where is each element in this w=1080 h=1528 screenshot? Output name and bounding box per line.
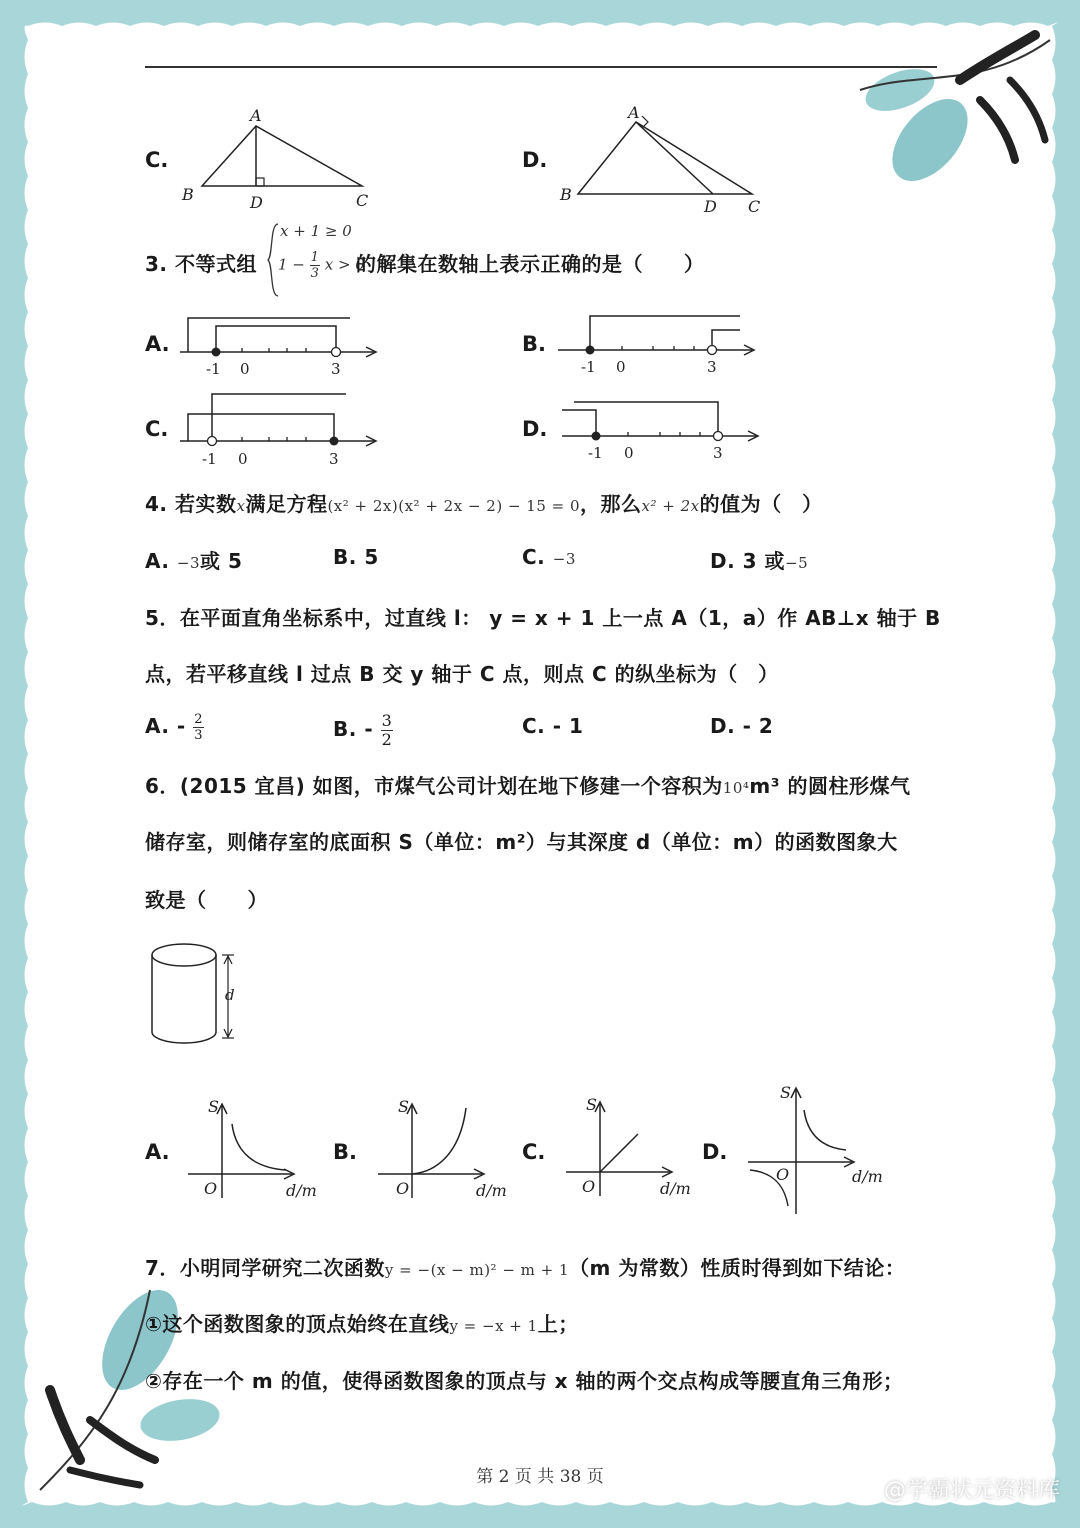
svg-text:d/m: d/m bbox=[476, 1181, 507, 1200]
svg-text:O: O bbox=[776, 1165, 790, 1184]
q3-option-b-numberline bbox=[556, 306, 766, 380]
q6-option-a-label: A. bbox=[145, 1140, 170, 1164]
svg-text:0: 0 bbox=[616, 358, 626, 376]
vertex-d: D bbox=[250, 193, 263, 212]
q3-inequality-2: 1 − $\frac{1}{3}$ x > 0 bbox=[278, 250, 365, 281]
q6-option-d-label: D. bbox=[702, 1140, 728, 1164]
q4-option-c: C. −3 bbox=[522, 545, 576, 569]
q6-cylinder-figure bbox=[148, 940, 248, 1050]
q6-line-2: 储存室，则储存室的底面积 S（单位：m²）与其深度 d（单位：m）的函数图象大 bbox=[145, 830, 898, 854]
q3-inequality-1: x + 1 ≥ 0 bbox=[280, 222, 352, 240]
svg-text:d/m: d/m bbox=[660, 1179, 691, 1198]
q3-option-a-label: A. bbox=[145, 332, 170, 356]
svg-text:0: 0 bbox=[624, 444, 634, 462]
svg-text:-1: -1 bbox=[202, 450, 217, 468]
q3-option-c-label: C. bbox=[145, 417, 169, 441]
svg-text:d/m: d/m bbox=[286, 1181, 317, 1200]
svg-text:S: S bbox=[208, 1097, 219, 1116]
svg-text:3: 3 bbox=[707, 358, 717, 376]
svg-text:O: O bbox=[396, 1179, 410, 1198]
vertex-d: D bbox=[704, 197, 717, 216]
q3-option-d-numberline bbox=[560, 396, 770, 466]
vertex-c: C bbox=[748, 197, 761, 216]
q5-option-c: C. - 1 bbox=[522, 714, 584, 738]
q4-option-b: B. 5 bbox=[333, 545, 379, 569]
svg-text:3: 3 bbox=[329, 450, 339, 468]
svg-text:3: 3 bbox=[331, 360, 341, 378]
svg-text:-1: -1 bbox=[581, 358, 596, 376]
q3-stem: 3. 不等式组 bbox=[145, 252, 257, 276]
vertex-c: C bbox=[356, 191, 369, 210]
q5-line-1: 5．在平面直角坐标系中，过直线 l： y = x + 1 上一点 A（1，a）作 AB⊥x 轴于 B bbox=[145, 606, 941, 630]
svg-text:0: 0 bbox=[240, 360, 250, 378]
q5-option-a: A. - $\frac{2}{3}$ bbox=[145, 712, 203, 743]
q4-stem: 4. 若实数x满足方程(x² + 2x)(x² + 2x − 2) − 15 = 0，那么x² + 2x的值为（ ） bbox=[145, 492, 823, 516]
q2-option-d-triangle bbox=[558, 100, 778, 218]
q5-option-d: D. - 2 bbox=[710, 714, 774, 738]
svg-text:-1: -1 bbox=[206, 360, 221, 378]
vertex-b: B bbox=[560, 185, 572, 204]
vertex-b: B bbox=[182, 185, 194, 204]
svg-text:d: d bbox=[225, 986, 235, 1004]
svg-text:O: O bbox=[204, 1179, 218, 1198]
q3-option-a-numberline bbox=[178, 306, 388, 380]
q6-line-1: 6．(2015 宜昌) 如图，市煤气公司计划在地下修建一个容积为10⁴m³ 的圆柱形煤气 bbox=[145, 774, 911, 798]
vertex-a: A bbox=[250, 106, 262, 125]
q5-option-b: B. - $\frac{3}{2}$ bbox=[333, 711, 393, 749]
page-number: 第 2 页 共 38 页 bbox=[476, 1467, 604, 1487]
q6-option-d-graph bbox=[746, 1080, 896, 1216]
q6-option-b-label: B. bbox=[333, 1140, 357, 1164]
q6-option-c-graph bbox=[564, 1092, 704, 1202]
q4-option-d: D. 3 或−5 bbox=[710, 549, 809, 573]
q6-option-c-label: C. bbox=[522, 1140, 546, 1164]
vertex-a: A bbox=[628, 103, 640, 122]
svg-text:-1: -1 bbox=[588, 444, 603, 462]
q3-option-d-label: D. bbox=[522, 417, 548, 441]
svg-text:S: S bbox=[780, 1083, 791, 1102]
q7-stem: 7．小明同学研究二次函数y = −(x − m)² − m + 1（m 为常数）性质时得到如下结论： bbox=[145, 1256, 906, 1280]
q7-conclusion-2: ②存在一个 m 的值，使得函数图象的顶点与 x 轴的两个交点构成等腰直角三角形； bbox=[145, 1369, 904, 1393]
q2-option-c-triangle bbox=[178, 104, 378, 214]
svg-text:0: 0 bbox=[238, 450, 248, 468]
q2-option-d-label: D. bbox=[522, 148, 548, 172]
q7-conclusion-1: ①这个函数图象的顶点始终在直线y = −x + 1上； bbox=[145, 1312, 579, 1336]
svg-text:S: S bbox=[398, 1097, 409, 1116]
svg-text:O: O bbox=[582, 1177, 596, 1196]
q3-option-b-label: B. bbox=[522, 332, 546, 356]
svg-text:3: 3 bbox=[713, 444, 723, 462]
q5-line-2: 点，若平移直线 l 过点 B 交 y 轴于 C 点，则点 C 的纵坐标为（ ） bbox=[145, 662, 779, 686]
header-rule bbox=[145, 66, 937, 68]
q6-option-a-graph bbox=[186, 1094, 326, 1204]
q2-option-c-label: C. bbox=[145, 148, 169, 172]
q3-stem-tail: 的解集在数轴上表示正确的是（ ） bbox=[356, 252, 705, 276]
q4-option-a: A. −3或 5 bbox=[145, 549, 243, 573]
q3-option-c-numberline bbox=[178, 390, 388, 468]
svg-text:S: S bbox=[586, 1095, 597, 1114]
svg-text:d/m: d/m bbox=[852, 1167, 883, 1186]
q6-line-3: 致是（ ） bbox=[145, 888, 268, 912]
watermark: @学霸状元资料库 bbox=[883, 1478, 1060, 1503]
leaf-decoration-top-right bbox=[840, 30, 1060, 200]
q6-option-b-graph bbox=[376, 1094, 516, 1204]
